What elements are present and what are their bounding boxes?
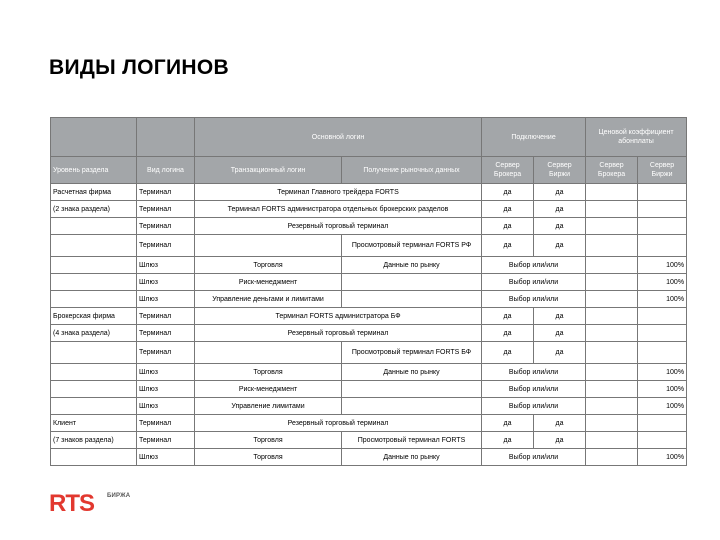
cell-login-type: Терминал (137, 201, 195, 218)
cell-login-description: Терминал FORTS администратора отдельных брокерских разделов (195, 201, 482, 218)
cell-broker-server: да (482, 235, 534, 257)
table-row (51, 381, 687, 398)
cell-transaction-login: Торговля (195, 432, 342, 449)
cell-login-description: Терминал Главного трейдера FORTS (195, 184, 482, 201)
header-price-coef: Ценовой коэффициент абонплаты (586, 118, 687, 157)
cell-level: (4 знака раздела) (51, 325, 137, 342)
cell-transaction-login (195, 235, 342, 257)
table-row (51, 201, 687, 218)
cell-level: (2 знака раздела) (51, 201, 137, 218)
cell-coef-broker (586, 449, 638, 466)
table-row (51, 257, 687, 274)
cell-connection-choice: Выбор или/или (482, 398, 586, 415)
cell-broker-server: да (482, 432, 534, 449)
cell-transaction-login: Управление лимитами (195, 398, 342, 415)
cell-coef-value: 100% (638, 364, 687, 381)
cell-login-type: Терминал (137, 308, 195, 325)
header-row-top (51, 118, 687, 157)
cell-login-description: Резервный торговый терминал (195, 325, 482, 342)
cell-coef-exchange (638, 342, 687, 364)
cell-coef-broker (586, 325, 638, 342)
cell-login-type: Терминал (137, 342, 195, 364)
cell-coef-broker (586, 235, 638, 257)
cell-transaction-login (195, 342, 342, 364)
cell-transaction-login: Торговля (195, 449, 342, 466)
cell-coef-broker (586, 201, 638, 218)
cell-market-data: Данные по рынку (342, 364, 482, 381)
header-exchange-server: Сервер Биржи (534, 157, 586, 184)
cell-login-type: Терминал (137, 218, 195, 235)
cell-coef-broker (586, 274, 638, 291)
cell-coef-exchange (638, 415, 687, 432)
cell-exchange-server: да (534, 415, 586, 432)
cell-level (51, 381, 137, 398)
cell-coef-broker (586, 257, 638, 274)
table-row (51, 291, 687, 308)
cell-connection-choice: Выбор или/или (482, 291, 586, 308)
cell-exchange-server: да (534, 201, 586, 218)
table-row (51, 218, 687, 235)
cell-exchange-server: да (534, 218, 586, 235)
cell-broker-server: да (482, 184, 534, 201)
cell-coef-broker (586, 381, 638, 398)
cell-exchange-server: да (534, 308, 586, 325)
logo-text: RTS (49, 490, 94, 517)
cell-market-data (342, 274, 482, 291)
cell-exchange-server: да (534, 432, 586, 449)
cell-level (51, 291, 137, 308)
cell-connection-choice: Выбор или/или (482, 257, 586, 274)
cell-coef-value: 100% (638, 381, 687, 398)
header-broker-server: Сервер Брокера (482, 157, 534, 184)
cell-coef-value: 100% (638, 398, 687, 415)
cell-coef-broker (586, 432, 638, 449)
header-connection: Подключение (482, 118, 586, 157)
cell-level (51, 364, 137, 381)
cell-login-type: Терминал (137, 184, 195, 201)
cell-login-type: Шлюз (137, 364, 195, 381)
cell-transaction-login: Риск-менеджмент (195, 274, 342, 291)
header-login-type: Вид логина (137, 157, 195, 184)
cell-level (51, 218, 137, 235)
cell-broker-server: да (482, 218, 534, 235)
cell-exchange-server: да (534, 325, 586, 342)
cell-coef-value: 100% (638, 449, 687, 466)
cell-connection-choice: Выбор или/или (482, 364, 586, 381)
cell-login-type: Терминал (137, 415, 195, 432)
cell-coef-exchange (638, 184, 687, 201)
cell-broker-server: да (482, 325, 534, 342)
table-row (51, 235, 687, 257)
cell-login-type: Шлюз (137, 398, 195, 415)
cell-level (51, 449, 137, 466)
header-empty-kind (137, 118, 195, 157)
cell-connection-choice: Выбор или/или (482, 449, 586, 466)
cell-level (51, 274, 137, 291)
cell-coef-value: 100% (638, 274, 687, 291)
cell-coef-broker (586, 342, 638, 364)
table-row (51, 184, 687, 201)
page-title: ВИДЫ ЛОГИНОВ (49, 56, 229, 79)
table-row (51, 342, 687, 364)
cell-login-description: Терминал FORTS администратора БФ (195, 308, 482, 325)
cell-broker-server: да (482, 308, 534, 325)
cell-coef-broker (586, 364, 638, 381)
cell-market-data: Данные по рынку (342, 449, 482, 466)
logo-subtitle: БИРЖА (107, 493, 131, 499)
cell-transaction-login: Торговля (195, 364, 342, 381)
cell-market-data: Просмотровый терминал FORTS БФ (342, 342, 482, 364)
table-row (51, 364, 687, 381)
header-row-sub (51, 157, 687, 184)
cell-coef-broker (586, 415, 638, 432)
cell-login-type: Шлюз (137, 291, 195, 308)
cell-login-type: Шлюз (137, 449, 195, 466)
table-row (51, 325, 687, 342)
cell-exchange-server: да (534, 184, 586, 201)
cell-coef-exchange (638, 201, 687, 218)
rts-logo (49, 491, 149, 517)
cell-level: Клиент (51, 415, 137, 432)
cell-market-data (342, 381, 482, 398)
cell-login-type: Шлюз (137, 274, 195, 291)
cell-coef-exchange (638, 325, 687, 342)
cell-broker-server: да (482, 342, 534, 364)
cell-coef-exchange (638, 308, 687, 325)
cell-connection-choice: Выбор или/или (482, 274, 586, 291)
cell-market-data: Просмотровый терминал FORTS РФ (342, 235, 482, 257)
cell-level (51, 257, 137, 274)
header-market-data: Получение рыночных данных (342, 157, 482, 184)
cell-level: (7 знаков раздела) (51, 432, 137, 449)
table-row (51, 274, 687, 291)
cell-coef-value: 100% (638, 257, 687, 274)
cell-level (51, 342, 137, 364)
cell-broker-server: да (482, 201, 534, 218)
cell-level (51, 398, 137, 415)
header-level: Уровень раздела (51, 157, 137, 184)
cell-coef-exchange (638, 218, 687, 235)
cell-login-type: Терминал (137, 432, 195, 449)
cell-market-data: Просмотровый терминал FORTS (342, 432, 482, 449)
cell-transaction-login: Управление деньгами и лимитами (195, 291, 342, 308)
cell-login-type: Шлюз (137, 381, 195, 398)
logins-table (50, 117, 687, 466)
cell-coef-broker (586, 291, 638, 308)
cell-broker-server: да (482, 415, 534, 432)
cell-coef-broker (586, 398, 638, 415)
header-empty-level (51, 118, 137, 157)
cell-exchange-server: да (534, 235, 586, 257)
cell-coef-broker (586, 308, 638, 325)
table-row (51, 398, 687, 415)
cell-login-description: Резервный торговый терминал (195, 218, 482, 235)
cell-transaction-login: Торговля (195, 257, 342, 274)
cell-market-data: Данные по рынку (342, 257, 482, 274)
header-exchange-server-coef: Сервер Биржи (638, 157, 687, 184)
header-main-login: Основной логин (195, 118, 482, 157)
cell-level: Расчетная фирма (51, 184, 137, 201)
cell-exchange-server: да (534, 342, 586, 364)
cell-coef-value: 100% (638, 291, 687, 308)
cell-coef-broker (586, 184, 638, 201)
cell-coef-exchange (638, 235, 687, 257)
table-row (51, 432, 687, 449)
header-broker-server-coef: Сервер Брокера (586, 157, 638, 184)
table-row (51, 449, 687, 466)
cell-market-data (342, 398, 482, 415)
cell-login-description: Резервный торговый терминал (195, 415, 482, 432)
cell-connection-choice: Выбор или/или (482, 381, 586, 398)
cell-level (51, 235, 137, 257)
table-row (51, 415, 687, 432)
cell-login-type: Терминал (137, 325, 195, 342)
cell-login-type: Шлюз (137, 257, 195, 274)
cell-market-data (342, 291, 482, 308)
cell-coef-broker (586, 218, 638, 235)
cell-level: Брокерская фирма (51, 308, 137, 325)
cell-transaction-login: Риск-менеджмент (195, 381, 342, 398)
cell-coef-exchange (638, 432, 687, 449)
table-row (51, 308, 687, 325)
cell-login-type: Терминал (137, 235, 195, 257)
header-transaction-login: Транзакционный логин (195, 157, 342, 184)
